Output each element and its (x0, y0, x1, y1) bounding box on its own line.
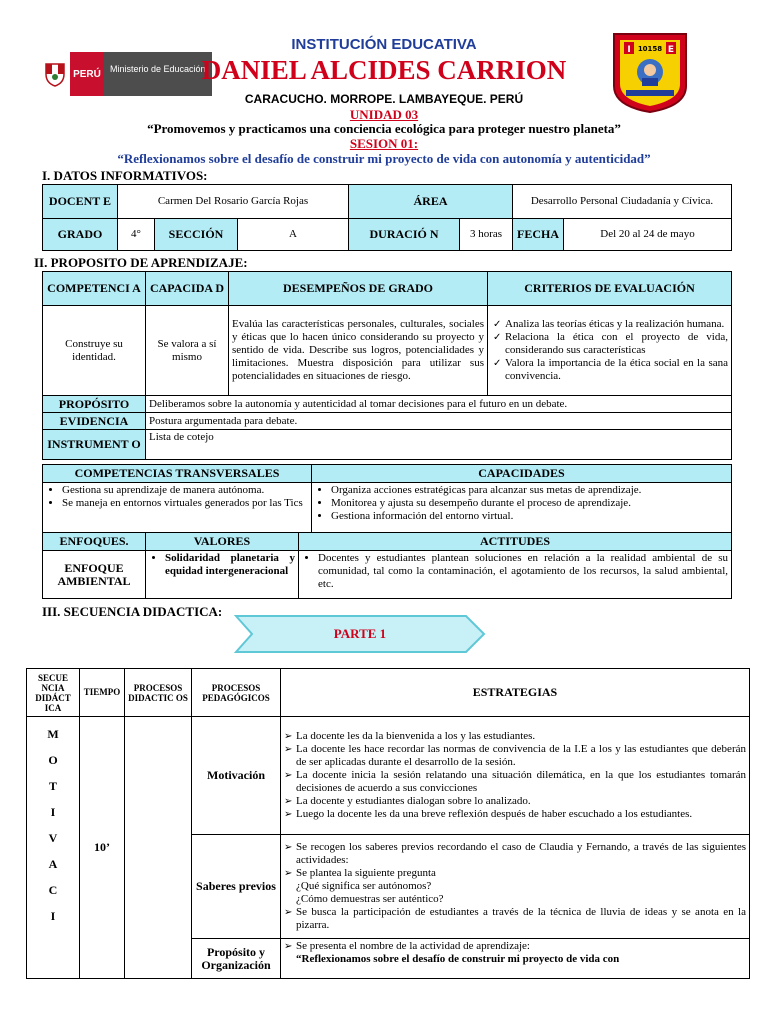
crest-left-letter: I (627, 45, 631, 55)
area-value: Desarrollo Personal Ciudadanía y Cívica. (513, 185, 732, 219)
capacidad-item: • Gestiona información del entorno virtual. (331, 510, 728, 523)
area-label: ÁREA (349, 185, 513, 219)
crest-code: 10158 (637, 45, 663, 53)
valores-list (149, 552, 295, 578)
didacticos-value (125, 717, 192, 979)
phase-letter: I (50, 909, 56, 923)
motivacion-item: ➢ La docente inicia la sesión relatando una situación dilemática, en la que los estudiantes tomarán decisiones de acuerdo a sus convicciones (296, 769, 746, 795)
actitud-item: • Docentes y estudiantes plantean soluciones en relación a la realidad ambiental de su comunidad, tal como la contaminación, el agotamiento de los recursos, la salud ambiental, etc. (318, 552, 728, 591)
competencia-value: Construye su identidad. (43, 306, 146, 396)
saberes-list (284, 841, 746, 880)
criterio-item: ✓ Analiza las teorías éticas y la realización humana. (505, 318, 728, 331)
criterios-list (491, 318, 728, 383)
criterio-item: ✓ Valora la importancia de la ética social en la sana convivencia. (505, 357, 728, 383)
saberes-item: ➢ Se busca la participación de estudiantes a través de la técnica de lluvia de ideas y se anota en la pizarra. (296, 906, 746, 932)
saberes-item: ➢ Se recogen los saberes previos recordando el caso de Claudia y Fernando, a través de las siguientes actividades: (296, 841, 746, 867)
transversales-header: COMPETENCIAS TRANSVERSALES (43, 465, 312, 483)
evidencia-label: EVIDENCIA (43, 413, 146, 430)
unit-title: UNIDAD 03 (349, 107, 419, 122)
phase-letter: O (48, 753, 58, 767)
secuencia-header: SECUE NCIA DIDÁCT ICA (27, 669, 80, 717)
criterios-header: CRITERIOS DE EVALUACIÓN (488, 272, 732, 306)
saberes-question: ¿Cómo demuestras ser auténtico? (296, 893, 444, 905)
capacidad-item: • Organiza acciones estratégicas para alcanzar sus metas de aprendizaje. (331, 484, 728, 497)
criterio-item: ✓ Relaciona la ética con el proyecto de vida, considerando sus características (505, 331, 728, 357)
transversal-item: • Se maneja en entornos virtuales generados por las Tics (62, 497, 308, 510)
desempeno-value: Evalúa las características personales, culturales, sociales y éticas que lo hacen único considerando su proyecto y sentido de vida. Describe sus logros, potencialidades y limitaciones. Muestra disposición para utilizar sus potencialidades en situaciones de riesgo. (229, 306, 488, 396)
peru-label: PERÚ (70, 52, 104, 96)
duracion-value: 3 horas (460, 219, 513, 251)
saberes-label: Saberes previos (192, 835, 281, 939)
phase-letter: C (48, 883, 58, 897)
proposito-value: Deliberamos sobre la autonomía y autenticidad al tomar decisiones para el futuro en un debate. (146, 396, 732, 413)
phase-letter: I (50, 805, 56, 819)
secuencia-table (26, 668, 750, 979)
section-secuencia-heading: III. SECUENCIA DIDACTICA: (42, 604, 223, 619)
saberes-question: ¿Qué significa ser autónomos? (296, 880, 432, 892)
proposito-org-list (284, 940, 746, 953)
enfoque-value: ENFOQUE AMBIENTAL (43, 551, 146, 599)
tiempo-value: 10’ (80, 717, 125, 979)
phase-letter: A (48, 857, 58, 871)
session-label: SESION 01: (349, 136, 419, 151)
proposito-table (42, 271, 732, 460)
duracion-label: DURACIÓ N (349, 219, 460, 251)
school-location: CARACUCHO. MORROPE. LAMBAYEQUE. PERÚ (244, 92, 524, 106)
section-proposito-heading: II. PROPOSITO DE APRENDIZAJE: (34, 255, 248, 270)
pedagogicos-header: PROCESOS PEDAGÓGICOS (192, 669, 281, 717)
transversal-item: • Gestiona su aprendizaje de manera autónoma. (62, 484, 308, 497)
saberes-item: ➢ Se plantea la siguiente pregunta (296, 867, 746, 880)
parte-label: PARTE 1 (333, 626, 387, 641)
capacidad-header: CAPACIDA D (146, 272, 229, 306)
enfoques-header: ENFOQUES. (43, 533, 146, 551)
evidencia-value: Postura argumentada para debate. (146, 413, 732, 430)
fecha-value: Del 20 al 24 de mayo (564, 219, 732, 251)
valores-header: VALORES (146, 533, 299, 551)
motivacion-item: ➢ La docente les da la bienvenida a los y las estudiantes. (296, 730, 746, 743)
proposito-org-item: ➢ Se presenta el nombre de la actividad de aprendizaje: (296, 940, 746, 953)
motivacion-list (284, 730, 746, 821)
capacidad-value: Se valora a sí mismo (146, 306, 229, 396)
datos-table (42, 184, 732, 251)
proposito-org-label: Propósito y Organización (192, 939, 281, 979)
motivacion-label: Motivación (192, 717, 281, 835)
actitudes-list (302, 552, 728, 591)
grado-label: GRADO (43, 219, 118, 251)
grado-value: 4° (118, 219, 155, 251)
actitudes-header: ACTITUDES (299, 533, 732, 551)
proposito-org-title: “Reflexionamos sobre el desafío de construir mi proyecto de vida con (296, 953, 620, 965)
section-datos-heading: I. DATOS INFORMATIVOS: (42, 168, 208, 183)
motivacion-item: ➢ La docente y estudiantes dialogan sobre lo analizado. (296, 795, 746, 808)
phase-letter: M (47, 727, 59, 741)
institution-label: INSTITUCIÓN EDUCATIVA (291, 36, 477, 53)
transversales-table (42, 464, 732, 533)
competencia-header: COMPETENCI A (43, 272, 146, 306)
valor-item: • Solidaridad planetaria y equidad intergeneracional (165, 552, 295, 578)
docente-label: DOCENT E (43, 185, 118, 219)
didacticos-header: PROCESOS DIDACTIC OS (125, 669, 192, 717)
docente-value: Carmen Del Rosario García Rojas (118, 185, 349, 219)
ministry-label: Ministerio de Educación (104, 52, 212, 96)
school-name: DANIEL ALCIDES CARRION (201, 55, 567, 85)
phase-letter: T (48, 779, 57, 793)
saberes-list-end (284, 906, 746, 932)
session-title: “Reflexionamos sobre el desafío de construir mi proyecto de vida con autonomía y autenticidad” (117, 151, 651, 166)
crest-right-letter: E (667, 45, 675, 55)
tiempo-header: TIEMPO (80, 669, 125, 717)
enfoques-table (42, 532, 732, 599)
desempenos-header: DESEMPEÑOS DE GRADO (229, 272, 488, 306)
estrategias-header: ESTRATEGIAS (281, 669, 750, 717)
proposito-label: PROPÓSITO (43, 396, 146, 413)
motivacion-item: ➢ La docente les hace recordar las normas de convivencia de la I.E a los y las estudiantes que deberán de ser aplicadas durante el desarrollo de la sesión. (296, 743, 746, 769)
fecha-label: FECHA (513, 219, 564, 251)
capacidad-item: • Monitorea y ajusta su desempeño durante el proceso de aprendizaje. (331, 497, 728, 510)
transversales-list (46, 484, 308, 510)
school-crest-icon (608, 30, 692, 114)
capacidades-list (315, 484, 728, 523)
unit-motto: “Promovemos y practicamos una conciencia ecológica para proteger nuestro planeta” (147, 121, 621, 136)
instrumento-label: INSTRUMENT O (43, 430, 146, 460)
instrumento-value: Lista de cotejo (146, 430, 732, 460)
capacidades-header: CAPACIDADES (312, 465, 732, 483)
phase-letter: V (48, 831, 58, 845)
motivacion-item: ➢ Luego la docente les da una breve reflexión después de haber escuchado a los estudiantes. (296, 808, 746, 821)
seccion-value: A (238, 219, 349, 251)
seccion-label: SECCIÓN (155, 219, 238, 251)
phase-letters (27, 717, 80, 979)
